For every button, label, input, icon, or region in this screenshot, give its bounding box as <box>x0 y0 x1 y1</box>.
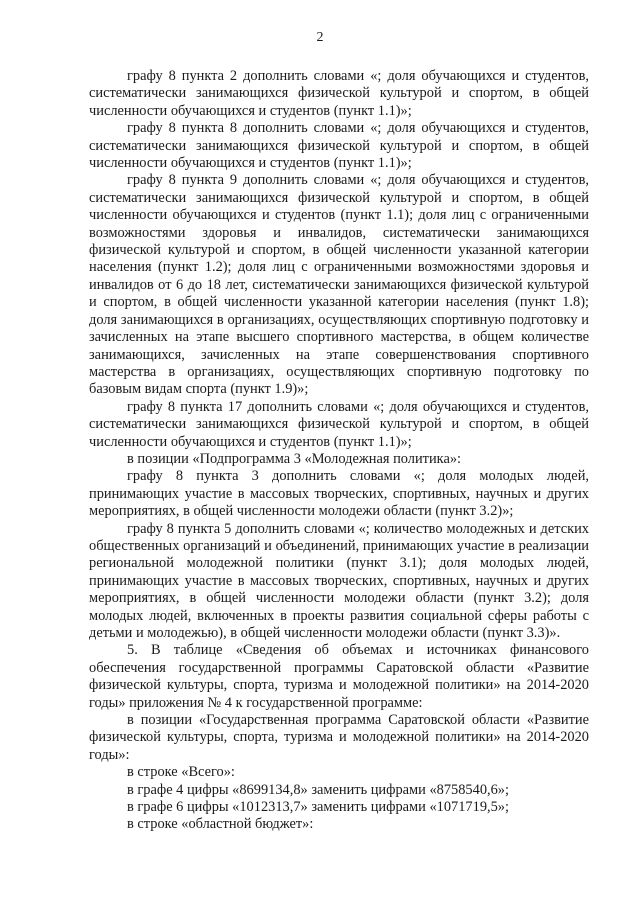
paragraph: в строке «областной бюджет»: <box>127 816 314 833</box>
page-number: 2 <box>316 30 324 45</box>
paragraph: графу 8 пункта 17 дополнить словами «; доля обучающихся и студентов, систематически занимающихся физической культурой и спортом, в общей численности обучающихся и студентов (пункт 1.1)»; <box>89 398 589 450</box>
paragraph: графу 8 пункта 8 дополнить словами «; доля обучающихся и студентов, систематически занимающихся физической культурой и спортом, в общей численности обучающихся и студентов (пункт 1.1)»; <box>89 120 589 172</box>
paragraph: графу 8 пункта 3 дополнить словами «; доля молодых людей, принимающих участие в массовых творческих, спортивных, научных и других мероприятиях, в общей численности молодежи области (пункт 3.2)»; <box>89 468 589 520</box>
paragraph: в позиции «Подпрограмма 3 «Молодежная политика»: <box>127 450 462 467</box>
paragraph: 5. В таблице «Сведения об объемах и источниках финансового обеспечения государственной программы Саратовской области «Развитие физической культуры, спорта, туризма и молодежной политики» на 2014-2020 годы» приложения № 4 к государственной программе: <box>89 642 589 711</box>
paragraph: в строке «Всего»: <box>127 764 235 781</box>
document-body <box>89 68 589 834</box>
paragraph: в графе 6 цифры «1012313,7» заменить цифрами «1071719,5»; <box>127 799 509 816</box>
paragraph: графу 8 пункта 5 дополнить словами «; количество молодежных и детских общественных организаций и объединений, принимающих участие в реализации региональной молодежной политики (пункт 3.1); доля молодых людей, принимающих участие в массовых творческих, спортивных, научных и других мероприятиях, в общей численности молодежи области (пункт 3.2); доля молодых людей, включенных в проекты развития социальной сферы работы с детьми и молодежью), в общей численности молодежи области (пункт 3.3)». <box>89 520 589 641</box>
paragraph: в позиции «Государственная программа Саратовской области «Развитие физической культуры, спорта, туризма и молодежной политики» на 2014-2020 годы»: <box>89 712 589 763</box>
paragraph: в графе 4 цифры «8699134,8» заменить цифрами «8758540,6»; <box>127 781 509 798</box>
paragraph: графу 8 пункта 2 дополнить словами «; доля обучающихся и студентов, систематически занимающихся физической культурой и спортом, в общей численности обучающихся и студентов (пункт 1.1)»; <box>89 68 589 119</box>
paragraph: графу 8 пункта 9 дополнить словами «; доля обучающихся и студентов, систематически занимающихся физической культурой и спортом, в общей численности обучающихся и студентов (пункт 1.1); доля лиц с ограниченными возможностями здоровья и инвалидов, систематически занимающихся физической культурой и спортом, в общей численности указанной категории населения (пункт 1.2); доля лиц с ограниченными возможностями здоровья и инвалидов от 6 до 18 лет, систематически занимающихся физической культурой и спортом, в общей численности указанной категории населения (пункт 1.8); доля занимающихся в организациях, осуществляющих спортивную подготовку и зачисленных на этапе высшего спортивного мастерства, в общем количестве занимающихся, зачисленных на этапе совершенствования спортивного мастерства в организациях, осуществляющих спортивную подготовку по базовым видам спорта (пункт 1.9)»; <box>89 172 589 398</box>
